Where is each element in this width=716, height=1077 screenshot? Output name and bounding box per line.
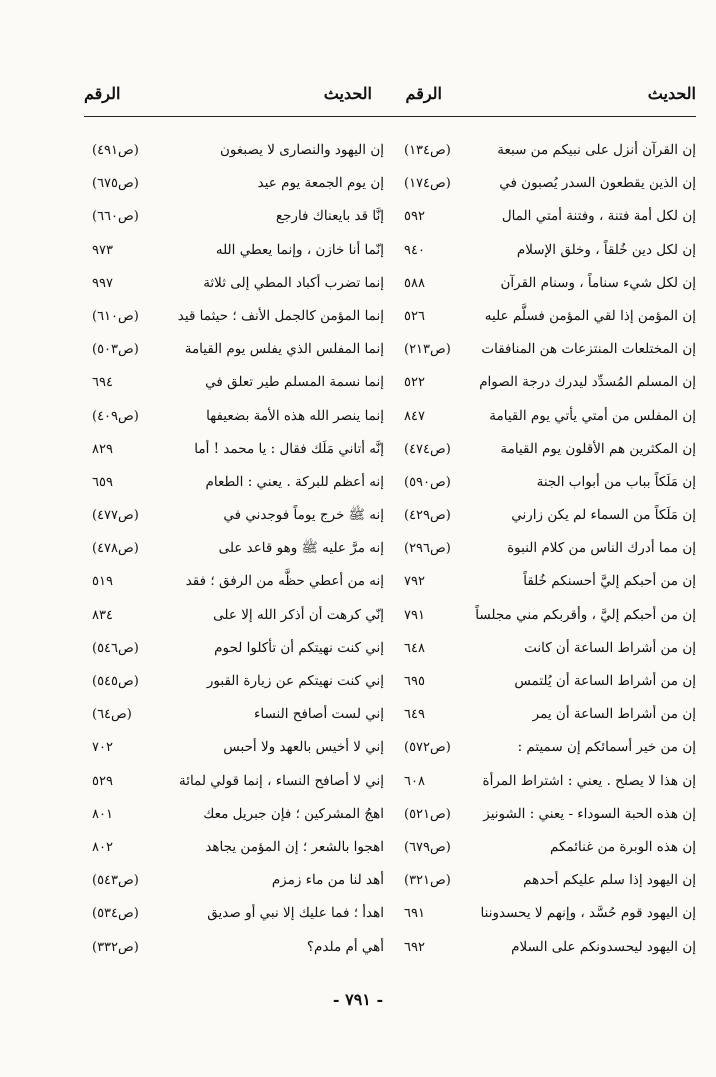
hadith-text: أهد لنا من ماء زمزم bbox=[271, 872, 384, 889]
index-entry bbox=[404, 400, 696, 433]
hadith-text: إنّي كرهت أن أذكر الله إلا على bbox=[213, 606, 384, 623]
hadith-number: (ص٦٦٠) bbox=[92, 209, 139, 225]
index-entry bbox=[404, 864, 696, 897]
hadith-number: ٨٢٩ bbox=[92, 441, 113, 457]
hadith-text: إنه من أعطي حظَّه من الرفق ؛ فقد bbox=[185, 573, 384, 590]
hadith-text: إن المختلعات المنتزعات هن المنافقات bbox=[481, 341, 696, 358]
hadith-number: ٦٥٩ bbox=[92, 474, 113, 490]
hadith-number: ٦٩٥ bbox=[404, 674, 425, 689]
header-rule bbox=[84, 116, 696, 117]
hadith-text: إن من أشراط الساعة أن يمر bbox=[532, 706, 696, 723]
hadith-text: إن المسلم المُسدِّد ليدرك درجة الصوام bbox=[479, 374, 696, 391]
hadith-number: (ص٤٧٧) bbox=[92, 508, 139, 524]
index-entry bbox=[404, 665, 696, 698]
index-entry bbox=[92, 466, 384, 499]
index-entry bbox=[404, 698, 696, 731]
hadith-text: إنما نسمة المسلم طير تعلق في bbox=[205, 374, 384, 391]
index-entry bbox=[92, 698, 384, 731]
hadith-number: (ص٦٧٩) bbox=[404, 839, 451, 855]
hadith-text: إن هذه الحبة السوداء - يعني : الشونيز bbox=[483, 805, 696, 822]
hadith-text: إنه أعظم للبركة . يعني : الطعام bbox=[205, 473, 384, 490]
index-entry bbox=[404, 333, 696, 366]
index-entry bbox=[92, 665, 384, 698]
hadith-number: (ص٥٩٠) bbox=[404, 474, 451, 490]
hadith-number: ٨٣٤ bbox=[92, 607, 113, 623]
hadith-number: ٦٩٢ bbox=[404, 939, 425, 955]
index-entry bbox=[404, 632, 696, 665]
hadith-text: إن يوم الجمعة يوم عيد bbox=[257, 175, 384, 192]
hadith-number: (ص٥٤٦) bbox=[92, 640, 139, 656]
hadith-text: إن اليهود والنصارى لا يصبغون bbox=[220, 142, 384, 158]
hadith-text: إن هذه الوبرة من غنائمكم bbox=[550, 838, 696, 855]
index-entry bbox=[404, 831, 696, 864]
hadith-text: إن اليهود إذا سلم عليكم أحدهم bbox=[523, 872, 696, 889]
index-entry bbox=[92, 632, 384, 665]
index-entry bbox=[404, 366, 696, 399]
index-entry bbox=[92, 200, 384, 233]
index-entry bbox=[92, 765, 384, 798]
hadith-text: إن من أشراط الساعة أن يُلتمس bbox=[514, 673, 696, 689]
hadith-number: (ص٢٩٦) bbox=[404, 541, 451, 557]
hadith-number: ٥٢٦ bbox=[404, 308, 425, 324]
page-number: - ٧٩١ - bbox=[332, 990, 384, 1009]
right-column bbox=[404, 134, 696, 964]
hadith-number: ٧٩٢ bbox=[404, 574, 425, 590]
hadith-text: إن هذا لا يصلح . يعني : اشتراط المرأة bbox=[482, 772, 696, 789]
hadith-text: إن اليهود ليحسدونكم على السلام bbox=[511, 938, 696, 955]
index-entry bbox=[92, 366, 384, 399]
hadith-text: إنما ينصر الله هذه الأمة بضعيفها bbox=[206, 407, 384, 424]
hadith-number: ٨٤٧ bbox=[404, 408, 425, 424]
hadith-number: (ص٤٠٩) bbox=[92, 408, 139, 424]
hadith-text: إني لا أخيس بالعهد ولا أحبس bbox=[223, 739, 384, 756]
hadith-number: (ص٣٣٢) bbox=[92, 939, 139, 955]
header-right-number: الرقم bbox=[405, 84, 442, 103]
hadith-text: إني كنت نهيتكم أن تأكلوا لحوم bbox=[214, 639, 384, 656]
index-entry bbox=[404, 167, 696, 200]
hadith-number: (ص٤٢٩) bbox=[404, 508, 451, 524]
hadith-text: إن مَلَكاً بباب من أبواب الجنة bbox=[536, 473, 696, 490]
hadith-text: إن مَلَكاً من السماء لم يكن زارني bbox=[511, 507, 696, 524]
hadith-number: (ص٥٤٣) bbox=[92, 873, 139, 889]
hadith-text: إن الذين يقطعون السدر يُصبون في bbox=[499, 175, 696, 192]
index-entry bbox=[92, 731, 384, 764]
hadith-text: إني لست أصافح النساء bbox=[254, 706, 384, 723]
index-entry bbox=[92, 864, 384, 897]
hadith-number: (ص٥٤٥) bbox=[92, 674, 139, 689]
hadith-number: ٥٢٩ bbox=[92, 773, 113, 789]
hadith-number: (ص٤٧٨) bbox=[92, 541, 139, 557]
hadith-number: ٦٤٩ bbox=[404, 707, 425, 723]
index-entry bbox=[404, 798, 696, 831]
hadith-number: (ص٦١٠) bbox=[92, 308, 139, 324]
hadith-text: إن القرآن أنزل على نبيكم من سبعة bbox=[497, 142, 696, 158]
hadith-text: إن من خير أسمائكم إن سميتم : bbox=[517, 739, 696, 756]
hadith-number: (ص٦٧٥) bbox=[92, 176, 139, 192]
index-entry bbox=[404, 267, 696, 300]
hadith-number: ٩٧٣ bbox=[92, 242, 113, 258]
index-entry bbox=[404, 931, 696, 964]
hadith-number: (ص٥٣٤) bbox=[92, 906, 139, 922]
hadith-number: ٥٢٢ bbox=[404, 375, 425, 391]
hadith-number: ٥١٩ bbox=[92, 574, 113, 590]
hadith-text: أهي أم ملدم؟ bbox=[306, 938, 384, 955]
index-entry bbox=[92, 565, 384, 598]
index-entry bbox=[404, 599, 696, 632]
hadith-text: اهجوا بالشعر ؛ إن المؤمن يجاهد bbox=[205, 838, 384, 855]
index-entry bbox=[92, 532, 384, 565]
hadith-number: ٧٠٢ bbox=[92, 740, 113, 756]
index-entry bbox=[404, 897, 696, 930]
index-entry bbox=[92, 831, 384, 864]
index-entry bbox=[404, 532, 696, 565]
index-entry bbox=[404, 234, 696, 267]
hadith-text: إن من أحبكم إليَّ ، وأقربكم مني مجلساً bbox=[475, 606, 696, 623]
index-entry bbox=[404, 200, 696, 233]
hadith-text: إن المفلس من أمتي يأتي يوم القيامة bbox=[489, 407, 696, 424]
hadith-text: إنما تضرب أكباد المطي إلى ثلاثة bbox=[203, 274, 384, 291]
hadith-text: إن اليهود قوم حُسَّد ، وإنهم لا يحسدوننا bbox=[480, 905, 696, 922]
hadith-number: ٨٠١ bbox=[92, 806, 113, 822]
hadith-text: إني كنت نهيتكم عن زيارة القبور bbox=[206, 673, 384, 689]
hadith-number: (ص٤٩١) bbox=[92, 143, 139, 158]
index-entry bbox=[404, 134, 696, 167]
hadith-text: اهدأ ؛ فما عليك إلا نبي أو صديق bbox=[207, 905, 384, 922]
index-entry bbox=[92, 167, 384, 200]
hadith-text: إنما المؤمن كالجمل الأنف ؛ حيثما قيد bbox=[177, 307, 384, 324]
hadith-text: إني لا أصافح النساء ، إنما قولي لمائة bbox=[178, 772, 384, 789]
index-entry bbox=[404, 731, 696, 764]
index-entry bbox=[404, 765, 696, 798]
hadith-number: (ص٥٠٣) bbox=[92, 342, 139, 358]
index-entry bbox=[404, 433, 696, 466]
header-left-number: الرقم bbox=[84, 84, 121, 103]
index-entry bbox=[92, 599, 384, 632]
hadith-number: ٧٩١ bbox=[404, 607, 425, 623]
index-entry bbox=[92, 234, 384, 267]
index-entry bbox=[92, 400, 384, 433]
index-entry bbox=[92, 931, 384, 964]
hadith-text: اهجُ المشركين ؛ فإن جبريل معك bbox=[203, 805, 384, 822]
hadith-number: ٩٩٧ bbox=[92, 275, 113, 291]
index-entry bbox=[92, 267, 384, 300]
index-entry bbox=[92, 897, 384, 930]
hadith-number: (ص١٧٤) bbox=[404, 176, 451, 192]
hadith-number: (ص١٣٤) bbox=[404, 143, 451, 158]
hadith-text: إن لكل أمة فتنة ، وفتنة أمتي المال bbox=[501, 208, 696, 225]
hadith-number: (ص٥٢١) bbox=[404, 806, 451, 822]
header-right-hadith: الحديث bbox=[647, 84, 696, 103]
hadith-number: (ص٦٤) bbox=[92, 707, 132, 723]
index-entry bbox=[92, 433, 384, 466]
hadith-text: إن من أشراط الساعة أن كانت bbox=[524, 639, 696, 656]
hadith-text: إنَّه أتاني مَلَك فقال : يا محمد ! أما bbox=[194, 440, 384, 457]
index-entry bbox=[404, 565, 696, 598]
hadith-text: إن مما أدرك الناس من كلام النبوة bbox=[507, 540, 696, 557]
hadith-text: إنه مرَّ عليه ﷺ وهو قاعد على bbox=[218, 540, 384, 557]
hadith-text: إنّما أنا خازن ، وإنما يعطي الله bbox=[215, 241, 384, 258]
hadith-number: (ص٥٧٢) bbox=[404, 740, 451, 756]
hadith-number: ٩٤٠ bbox=[404, 242, 425, 258]
index-entry bbox=[92, 134, 384, 167]
hadith-number: (ص٤٧٤) bbox=[404, 441, 451, 457]
hadith-number: (ص٣٢١) bbox=[404, 873, 451, 889]
hadith-number: ٦٠٨ bbox=[404, 773, 425, 789]
index-entry bbox=[92, 300, 384, 333]
left-column bbox=[92, 134, 384, 964]
index-entry bbox=[92, 798, 384, 831]
hadith-number: ٦٤٨ bbox=[404, 640, 425, 656]
column-header bbox=[84, 84, 696, 108]
index-entry bbox=[404, 300, 696, 333]
hadith-text: إنَّا قد بايعناك فارجع bbox=[275, 208, 384, 225]
hadith-text: إنما المفلس الذي يفلس يوم القيامة bbox=[184, 341, 384, 358]
hadith-text: إن من أحبكم إليَّ أحسنكم خُلقاً bbox=[523, 573, 696, 590]
index-entry bbox=[404, 499, 696, 532]
hadith-text: إن لكل شيء سناماً ، وسنام القرآن bbox=[500, 274, 696, 291]
hadith-text: إنه ﷺ خرج يوماً فوجدني في bbox=[223, 507, 384, 524]
hadith-text: إن المكثرين هم الأقلون يوم القيامة bbox=[500, 440, 696, 457]
hadith-number: ٥٩٢ bbox=[404, 209, 425, 225]
header-left-hadith: الحديث bbox=[323, 84, 372, 103]
hadith-number: (ص٢١٣) bbox=[404, 342, 451, 358]
hadith-number: ٦٩١ bbox=[404, 906, 425, 922]
index-entry bbox=[404, 466, 696, 499]
hadith-number: ٥٨٨ bbox=[404, 275, 425, 291]
index-entry bbox=[92, 333, 384, 366]
hadith-number: ٨٠٢ bbox=[92, 839, 113, 855]
hadith-number: ٦٩٤ bbox=[92, 375, 113, 391]
hadith-text: إن لكل دين خُلقاً ، وخلق الإسلام bbox=[516, 241, 696, 258]
index-entry bbox=[92, 499, 384, 532]
hadith-text: إن المؤمن إذا لقي المؤمن فسلَّم عليه bbox=[484, 307, 696, 324]
